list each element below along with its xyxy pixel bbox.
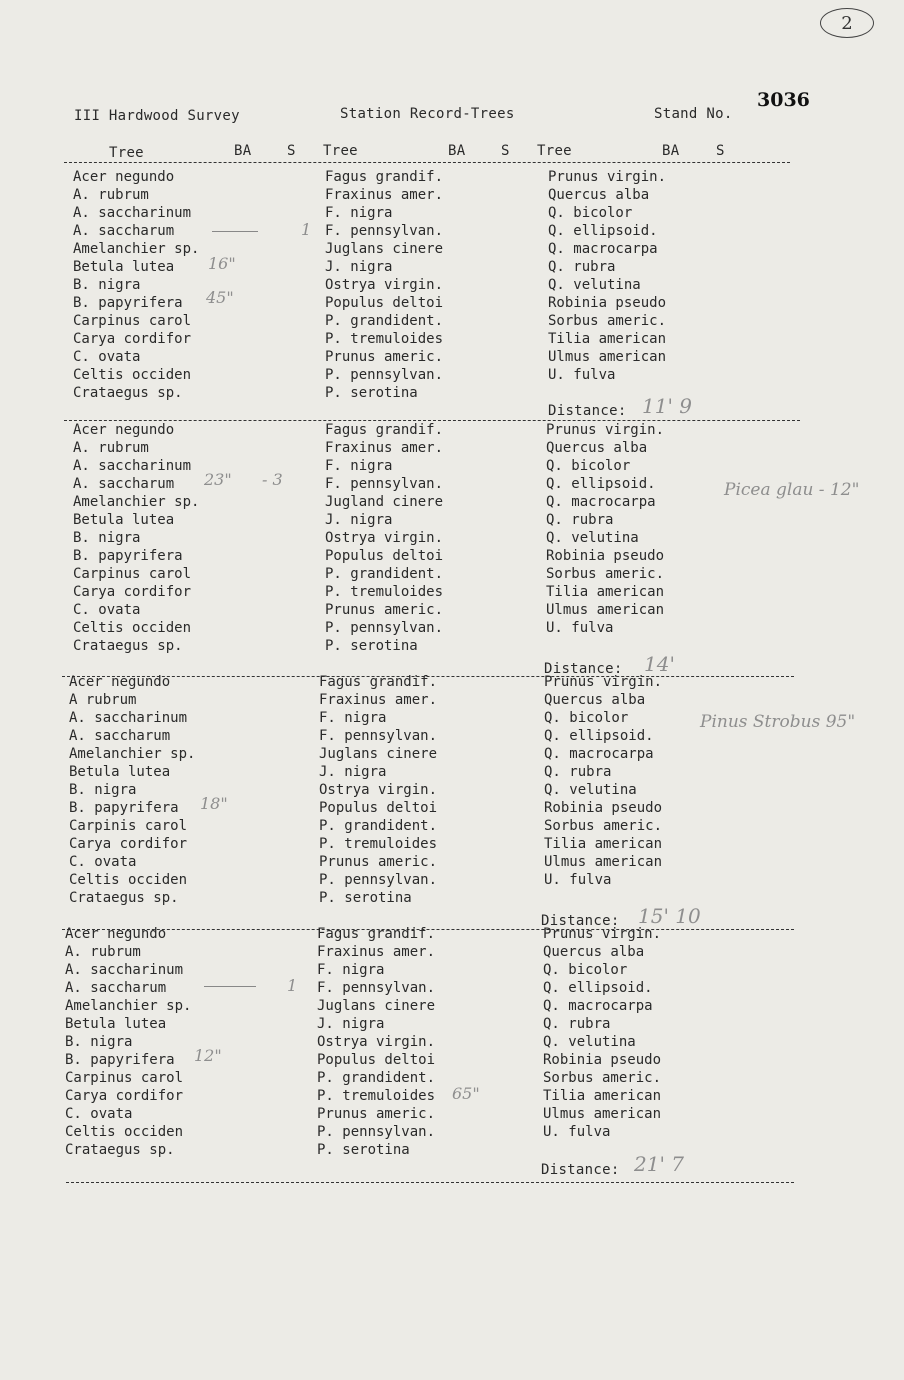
tree-entry: P. pennsylvan. (325, 367, 444, 383)
tree-entry: C. ovata (73, 349, 141, 365)
tree-entry: Fraxinus amer. (319, 692, 438, 708)
tree-entry: A. saccharinum (65, 962, 184, 978)
stand-label: Stand No. (654, 106, 733, 122)
tree-entry: P. grandident. (319, 818, 438, 834)
tree-entry: Populus deltoi (325, 295, 444, 311)
handwritten-stroke (212, 231, 258, 232)
tree-entry: Sorbus americ. (543, 1070, 662, 1086)
handwritten-note: 65" (452, 1084, 480, 1103)
tree-entry: Quercus alba (548, 187, 650, 203)
handwritten-note: 1 (301, 220, 312, 239)
tree-entry: Celtis occiden (73, 620, 192, 636)
tree-entry: Carpinus carol (73, 566, 192, 582)
tree-entry: Carya cordifor (73, 584, 192, 600)
tree-entry: A. saccharinum (73, 458, 192, 474)
distance-value: 14' (644, 652, 675, 676)
tree-entry: B. nigra (73, 530, 141, 546)
col1-tree-header: Tree (109, 145, 144, 161)
section2-col1 (73, 421, 199, 655)
section1-col3 (548, 168, 666, 384)
tree-entry: P. serotina (325, 638, 418, 654)
tree-entry: Populus deltoi (325, 548, 444, 564)
tree-entry: Juglans cinere (325, 241, 444, 257)
tree-entry: P. serotina (325, 385, 418, 401)
tree-entry: P. pennsylvan. (317, 1124, 436, 1140)
tree-entry: Q. velutina (543, 1034, 636, 1050)
tree-entry: Prunus americ. (319, 854, 438, 870)
tree-entry: Q. macrocarpa (543, 998, 653, 1014)
section3-col2 (319, 673, 437, 907)
col2-s-header: S (501, 143, 510, 159)
col2-tree-header: Tree (323, 143, 358, 159)
tree-entry: U. fulva (546, 620, 614, 636)
tree-entry: Prunus virgin. (548, 169, 667, 185)
tree-entry: P. pennsylvan. (319, 872, 438, 888)
distance-label: Distance: (541, 913, 620, 929)
section-divider (66, 1182, 794, 1183)
tree-entry: Crataegus sp. (69, 890, 179, 906)
tree-entry: B. nigra (69, 782, 137, 798)
tree-entry: P. grandident. (325, 313, 444, 329)
tree-entry: Juglans cinere (317, 998, 436, 1014)
tree-entry: F. nigra (319, 710, 387, 726)
tree-entry: Q. ellipsoid. (544, 728, 654, 744)
tree-entry: Q. bicolor (548, 205, 633, 221)
distance-label: Distance: (548, 403, 627, 419)
section2-col2 (325, 421, 443, 655)
tree-entry: Fagus grandif. (317, 926, 436, 942)
tree-entry: Fraxinus amer. (317, 944, 436, 960)
tree-entry: Ostrya virgin. (319, 782, 438, 798)
tree-entry: Prunus americ. (317, 1106, 436, 1122)
tree-entry: Acer negundo (65, 926, 167, 942)
col1-s-header: S (287, 143, 296, 159)
section1-col2 (325, 168, 443, 402)
tree-entry: Acer negundo (73, 169, 175, 185)
tree-entry: C. ovata (65, 1106, 133, 1122)
col3-ba-header: BA (662, 143, 680, 159)
tree-entry: Betula lutea (65, 1016, 167, 1032)
tree-entry: Carya cordifor (65, 1088, 184, 1104)
tree-entry: B. nigra (73, 277, 141, 293)
tree-entry: Ostrya virgin. (325, 277, 444, 293)
tree-entry: Ulmus american (544, 854, 663, 870)
distance-value: 11' 9 (642, 394, 693, 418)
form-title: III Hardwood Survey (74, 108, 240, 124)
handwritten-note: 1 (287, 976, 298, 995)
tree-entry: A. saccharinum (69, 710, 188, 726)
tree-entry: A. saccharum (65, 980, 167, 996)
section4-col1 (65, 925, 191, 1159)
tree-entry: Carya cordifor (73, 331, 192, 347)
tree-entry: Q. bicolor (544, 710, 629, 726)
section2-col3 (546, 421, 664, 637)
tree-entry: U. fulva (543, 1124, 611, 1140)
col3-tree-header: Tree (537, 143, 572, 159)
tree-entry: Ostrya virgin. (325, 530, 444, 546)
tree-entry: J. nigra (317, 1016, 385, 1032)
tree-entry: Ulmus american (546, 602, 665, 618)
tree-entry: Q. rubra (546, 512, 614, 528)
tree-entry: Quercus alba (544, 692, 646, 708)
tree-entry: U. fulva (548, 367, 616, 383)
tree-entry: A rubrum (69, 692, 137, 708)
tree-entry: P. tremuloides (317, 1088, 436, 1104)
section3-col1 (69, 673, 195, 907)
tree-entry: A. rubrum (65, 944, 141, 960)
tree-entry: Tilia american (544, 836, 663, 852)
distance-label: Distance: (544, 661, 623, 677)
tree-entry: J. nigra (325, 259, 393, 275)
tree-entry: P. serotina (317, 1142, 410, 1158)
tree-entry: Celtis occiden (69, 872, 188, 888)
tree-entry: Robinia pseudo (548, 295, 667, 311)
handwritten-note: 23" (204, 470, 232, 489)
tree-entry: Sorbus americ. (544, 818, 663, 834)
tree-entry: F. nigra (325, 458, 393, 474)
tree-entry: Q. velutina (548, 277, 641, 293)
tree-entry: Acer negundo (73, 422, 175, 438)
distance-label: Distance: (541, 1162, 620, 1178)
tree-entry: C. ovata (69, 854, 137, 870)
tree-entry: Carpinis carol (69, 818, 188, 834)
tree-entry: Robinia pseudo (543, 1052, 662, 1068)
tree-entry: B. papyrifera (73, 548, 183, 564)
tree-entry: Fagus grandif. (325, 422, 444, 438)
page-number: 2 (841, 12, 853, 34)
tree-entry: Jugland cinere (325, 494, 444, 510)
tree-entry: A. saccharum (69, 728, 171, 744)
tree-entry: Q. ellipsoid. (546, 476, 656, 492)
tree-entry: Ulmus american (543, 1106, 662, 1122)
tree-entry: Q. rubra (544, 764, 612, 780)
page-number-circle (820, 8, 874, 38)
tree-entry: P. tremuloides (325, 331, 444, 347)
handwritten-note: - 3 (262, 470, 283, 489)
tree-entry: Populus deltoi (317, 1052, 436, 1068)
distance-value: 21' 7 (634, 1152, 685, 1176)
tree-entry: Carpinus carol (73, 313, 192, 329)
tree-entry: Q. macrocarpa (544, 746, 654, 762)
handwritten-note: Picea glau - 12" (724, 480, 860, 500)
tree-entry: Prunus americ. (325, 349, 444, 365)
tree-entry: Quercus alba (543, 944, 645, 960)
tree-entry: Acer negundo (69, 674, 171, 690)
tree-entry: Q. macrocarpa (546, 494, 656, 510)
tree-entry: Ulmus american (548, 349, 667, 365)
tree-entry: Sorbus americ. (548, 313, 667, 329)
tree-entry: J. nigra (319, 764, 387, 780)
tree-entry: Fagus grandif. (319, 674, 438, 690)
tree-entry: Amelanchier sp. (73, 494, 200, 510)
tree-entry: Crataegus sp. (73, 385, 183, 401)
tree-entry: Sorbus americ. (546, 566, 665, 582)
tree-entry: A. saccharum (73, 476, 175, 492)
distance-value: 15' 10 (638, 904, 701, 928)
tree-entry: Q. velutina (544, 782, 637, 798)
section4-col2 (317, 925, 435, 1159)
tree-entry: Tilia american (543, 1088, 662, 1104)
tree-entry: P. pennsylvan. (325, 620, 444, 636)
tree-entry: Prunus virgin. (543, 926, 662, 942)
tree-entry: J. nigra (325, 512, 393, 528)
handwritten-stroke (204, 986, 256, 987)
handwritten-note: 18" (200, 794, 228, 813)
tree-entry: Betula lutea (69, 764, 171, 780)
header-divider (64, 162, 790, 163)
tree-entry: Carpinus carol (65, 1070, 184, 1086)
tree-entry: Crataegus sp. (73, 638, 183, 654)
tree-entry: Juglans cinere (319, 746, 438, 762)
section1-col1 (73, 168, 199, 402)
tree-entry: F. pennsylvan. (319, 728, 438, 744)
tree-entry: Q. ellipsoid. (548, 223, 658, 239)
tree-entry: A. saccharinum (73, 205, 192, 221)
tree-entry: F. pennsylvan. (317, 980, 436, 996)
tree-entry: F. nigra (317, 962, 385, 978)
tree-entry: B. papyrifera (73, 295, 183, 311)
tree-entry: Tilia american (548, 331, 667, 347)
tree-entry: P. tremuloides (319, 836, 438, 852)
tree-entry: P. tremuloides (325, 584, 444, 600)
tree-entry: Prunus americ. (325, 602, 444, 618)
tree-entry: Q. rubra (548, 259, 616, 275)
tree-entry: F. pennsylvan. (325, 476, 444, 492)
tree-entry: F. nigra (325, 205, 393, 221)
tree-entry: Q. ellipsoid. (543, 980, 653, 996)
stand-number: 3036 (757, 89, 810, 111)
tree-entry: B. papyrifera (65, 1052, 175, 1068)
handwritten-note: 12" (194, 1046, 222, 1065)
tree-entry: Celtis occiden (65, 1124, 184, 1140)
tree-entry: Quercus alba (546, 440, 648, 456)
tree-entry: B. nigra (65, 1034, 133, 1050)
col2-ba-header: BA (448, 143, 466, 159)
col3-s-header: S (716, 143, 725, 159)
form-subtitle: Station Record-Trees (340, 106, 515, 122)
tree-entry: P. serotina (319, 890, 412, 906)
tree-entry: A. rubrum (73, 187, 149, 203)
tree-entry: Fraxinus amer. (325, 440, 444, 456)
tree-entry: Fagus grandif. (325, 169, 444, 185)
tree-entry: Celtis occiden (73, 367, 192, 383)
tree-entry: Ostrya virgin. (317, 1034, 436, 1050)
tree-entry: A. saccharum (73, 223, 175, 239)
tree-entry: Q. macrocarpa (548, 241, 658, 257)
tree-entry: A. rubrum (73, 440, 149, 456)
handwritten-note: 45" (206, 288, 234, 307)
tree-entry: Betula lutea (73, 512, 175, 528)
tree-entry: Populus deltoi (319, 800, 438, 816)
col1-ba-header: BA (234, 143, 252, 159)
tree-entry: Prunus virgin. (544, 674, 663, 690)
tree-entry: Prunus virgin. (546, 422, 665, 438)
tree-entry: Amelanchier sp. (69, 746, 196, 762)
handwritten-note: Pinus Strobus 95" (700, 712, 856, 732)
section4-col3 (543, 925, 661, 1141)
tree-entry: Q. rubra (543, 1016, 611, 1032)
section3-col3 (544, 673, 662, 889)
tree-entry: Tilia american (546, 584, 665, 600)
tree-entry: U. fulva (544, 872, 612, 888)
handwritten-note: 16" (208, 254, 236, 273)
tree-entry: Q. velutina (546, 530, 639, 546)
tree-entry: Q. bicolor (543, 962, 628, 978)
tree-entry: Amelanchier sp. (65, 998, 192, 1014)
tree-entry: Q. bicolor (546, 458, 631, 474)
tree-entry: P. grandident. (325, 566, 444, 582)
tree-entry: Robinia pseudo (546, 548, 665, 564)
tree-entry: Carya cordifor (69, 836, 188, 852)
tree-entry: C. ovata (73, 602, 141, 618)
tree-entry: B. papyrifera (69, 800, 179, 816)
tree-entry: Amelanchier sp. (73, 241, 200, 257)
tree-entry: Betula lutea (73, 259, 175, 275)
tree-entry: P. grandident. (317, 1070, 436, 1086)
tree-entry: F. pennsylvan. (325, 223, 444, 239)
tree-entry: Crataegus sp. (65, 1142, 175, 1158)
tree-entry: Robinia pseudo (544, 800, 663, 816)
tree-entry: Fraxinus amer. (325, 187, 444, 203)
